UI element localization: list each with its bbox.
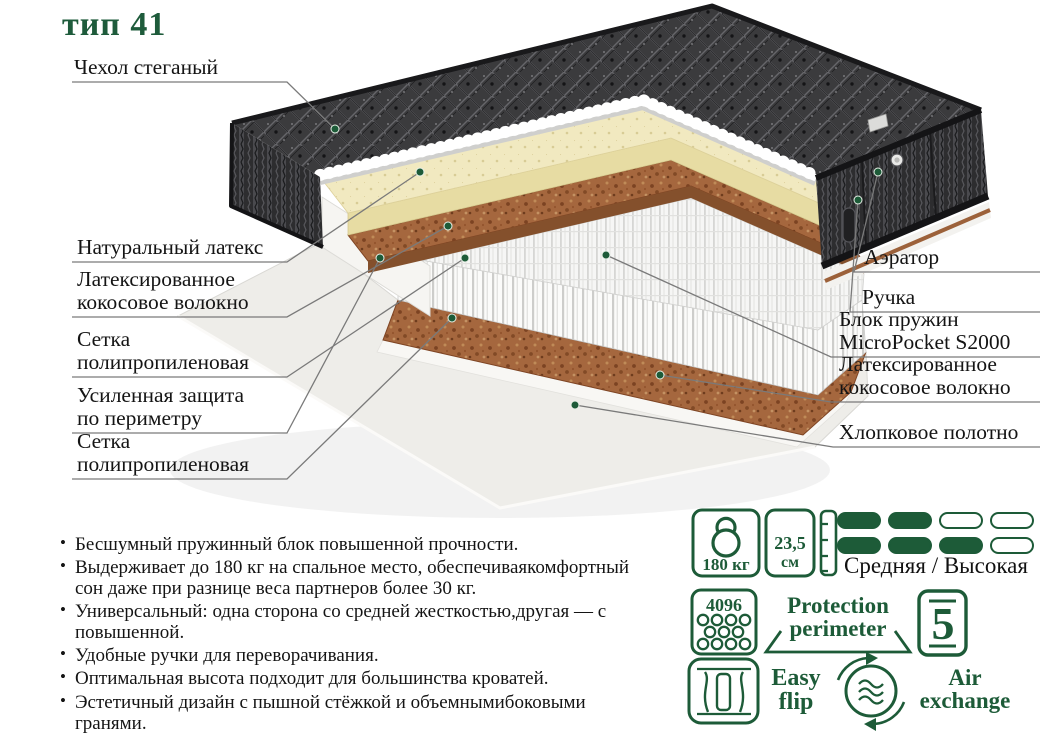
feature-item: • Универсальный: одна сторона со средней жесткостью,другая — с повышенной.	[58, 601, 658, 643]
feature-list	[58, 534, 658, 736]
firmness-pill-filled	[837, 512, 881, 529]
label-perimeter-protection: Усиленная защита по периметру	[77, 382, 245, 431]
protection-perimeter-caption: Protection perimeter	[787, 593, 889, 641]
label-aerator: Аэратор	[864, 245, 940, 270]
label-spring-block: Блок пружин MicroPocket S2000	[839, 306, 1011, 355]
page-title: тип 41	[62, 6, 167, 43]
label-polypropylene-net-top: Сетка полипропиленовая	[77, 326, 250, 375]
firmness-pill-empty	[990, 512, 1034, 529]
firmness-pill-empty	[990, 537, 1034, 554]
feature-item: • Оптимальная высота подходит для большинства кроватей.	[58, 668, 658, 689]
label-latex-coco-fiber-right: Латексированное кокосовое волокно	[839, 351, 1011, 400]
zones-count-value: 5	[931, 598, 955, 649]
firmness-pill-empty	[939, 512, 983, 529]
air-exchange-caption: Air exchange	[919, 665, 1011, 713]
firmness-scale	[837, 512, 1041, 554]
handle-mark	[843, 208, 855, 242]
firmness-row-high	[837, 537, 1041, 554]
easy-flip-caption: Easy flip	[771, 665, 821, 715]
springs-count-value: 4096	[706, 595, 742, 615]
firmness-pill-filled	[888, 537, 932, 554]
label-handle: Ручка	[862, 285, 916, 310]
firmness-label: Средняя / Высокая	[844, 553, 1028, 578]
height-unit: см	[781, 554, 799, 571]
firmness-pill-filled	[939, 537, 983, 554]
label-natural-latex: Натуральный латекс	[77, 235, 264, 260]
feature-item: • Удобные ручки для переворачивания.	[58, 645, 658, 666]
label-quilted-cover: Чехол стеганый	[74, 55, 219, 80]
label-polypropylene-net-bottom: Сетка полипропиленовая	[77, 428, 250, 477]
kettlebell-icon	[713, 530, 739, 556]
firmness-row-medium	[837, 512, 1041, 529]
aerator-mark-center	[894, 157, 899, 162]
firmness-pill-filled	[837, 537, 881, 554]
firmness-pill-filled	[888, 512, 932, 529]
max-weight-value: 180 кг	[702, 555, 750, 574]
feature-item: • Эстетичный дизайн с пышной стёжкой и объемнымибоковыми гранями.	[58, 692, 658, 734]
label-latex-coco-fiber-left: Латексированное кокосовое волокно	[77, 266, 249, 315]
feature-item: • Выдерживает до 180 кг на спальное место, обеспечиваякомфортный сон даже при разнице веса партнеров более 30 кг.	[58, 557, 658, 599]
height-value: 23,5	[774, 533, 806, 553]
springs-dots	[698, 615, 750, 649]
label-cotton-cloth: Хлопковое полотно	[839, 420, 1019, 445]
feature-item: • Бесшумный пружинный блок повышенной прочности.	[58, 534, 658, 555]
